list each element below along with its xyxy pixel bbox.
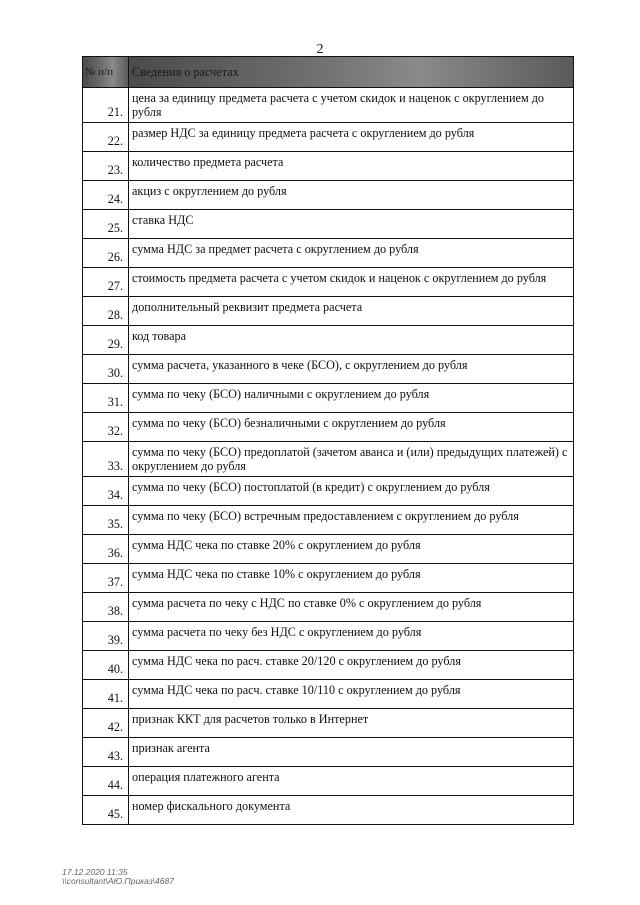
row-number: 34. [83, 477, 129, 506]
table-row [83, 413, 574, 442]
table-row [83, 210, 574, 239]
table-row [83, 767, 574, 796]
row-text: сумма по чеку (БСО) наличными с округлением до рубля [129, 384, 574, 413]
table-row [83, 442, 574, 477]
row-number: 22. [83, 123, 129, 152]
table-row [83, 709, 574, 738]
table-row [83, 738, 574, 767]
table-row [83, 593, 574, 622]
table-row [83, 239, 574, 268]
row-number: 26. [83, 239, 129, 268]
row-text: сумма НДС чека по ставке 10% с округлением до рубля [129, 564, 574, 593]
table-row [83, 622, 574, 651]
row-number: 37. [83, 564, 129, 593]
row-text: сумма по чеку (БСО) постоплатой (в кредит) с округлением до рубля [129, 477, 574, 506]
row-number: 31. [83, 384, 129, 413]
table-row [83, 506, 574, 535]
table-row [83, 326, 574, 355]
header-number: № п/п [83, 57, 129, 88]
row-number: 44. [83, 767, 129, 796]
row-text: сумма по чеку (БСО) предоплатой (зачетом аванса и (или) предыдущих платежей) с округлением до рубля [129, 442, 574, 477]
row-text: сумма по чеку (БСО) безналичными с округлением до рубля [129, 413, 574, 442]
table-row [83, 88, 574, 123]
table-row [83, 796, 574, 825]
row-number: 27. [83, 268, 129, 297]
page-number: 2 [316, 42, 324, 57]
row-text: сумма по чеку (БСО) встречным предоставлением с округлением до рубля [129, 506, 574, 535]
table-row [83, 297, 574, 326]
row-number: 45. [83, 796, 129, 825]
row-text: дополнительный реквизит предмета расчета [129, 297, 574, 326]
row-number: 30. [83, 355, 129, 384]
row-number: 23. [83, 152, 129, 181]
row-number: 35. [83, 506, 129, 535]
row-number: 39. [83, 622, 129, 651]
row-text: количество предмета расчета [129, 152, 574, 181]
row-number: 36. [83, 535, 129, 564]
row-number: 25. [83, 210, 129, 239]
row-text: признак ККТ для расчетов только в Интернет [129, 709, 574, 738]
table-row [83, 268, 574, 297]
row-text: код товара [129, 326, 574, 355]
footer-stamp [62, 868, 174, 886]
row-number: 41. [83, 680, 129, 709]
header-details: Сведения о расчетах [129, 57, 574, 88]
footer-path: \\consultant\АЮ.Приказ\4687 [62, 876, 174, 886]
row-number: 28. [83, 297, 129, 326]
row-text: акциз с округлением до рубля [129, 181, 574, 210]
row-number: 24. [83, 181, 129, 210]
row-number: 42. [83, 709, 129, 738]
table-header-row [83, 57, 574, 88]
row-text: сумма расчета, указанного в чеке (БСО), с округлением до рубля [129, 355, 574, 384]
row-text: сумма НДС чека по расч. ставке 20/120 с округлением до рубля [129, 651, 574, 680]
table-row [83, 123, 574, 152]
row-number: 33. [83, 442, 129, 477]
table-row [83, 152, 574, 181]
table-row [83, 477, 574, 506]
row-number: 40. [83, 651, 129, 680]
row-number: 21. [83, 88, 129, 123]
table-body [83, 88, 574, 825]
row-number: 43. [83, 738, 129, 767]
table-row [83, 564, 574, 593]
row-text: сумма НДС чека по ставке 20% с округлением до рубля [129, 535, 574, 564]
table-row [83, 181, 574, 210]
table-row [83, 651, 574, 680]
table-row [83, 384, 574, 413]
row-text: стоимость предмета расчета с учетом скидок и наценок с округлением до рубля [129, 268, 574, 297]
footer-timestamp: 17.12.2020 11:35 [62, 867, 128, 877]
table-row [83, 355, 574, 384]
row-text: сумма НДС за предмет расчета с округлением до рубля [129, 239, 574, 268]
row-text: размер НДС за единицу предмета расчета с округлением до рубля [129, 123, 574, 152]
row-text: ставка НДС [129, 210, 574, 239]
row-text: сумма расчета по чеку с НДС по ставке 0% с округлением до рубля [129, 593, 574, 622]
calculation-details-table [82, 56, 574, 825]
row-text: операция платежного агента [129, 767, 574, 796]
row-text: цена за единицу предмета расчета с учетом скидок и наценок с округлением до рубля [129, 88, 574, 123]
table-row [83, 535, 574, 564]
row-number: 32. [83, 413, 129, 442]
row-text: номер фискального документа [129, 796, 574, 825]
row-text: сумма НДС чека по расч. ставке 10/110 с округлением до рубля [129, 680, 574, 709]
row-text: сумма расчета по чеку без НДС с округлением до рубля [129, 622, 574, 651]
row-text: признак агента [129, 738, 574, 767]
row-number: 29. [83, 326, 129, 355]
table-row [83, 680, 574, 709]
row-number: 38. [83, 593, 129, 622]
